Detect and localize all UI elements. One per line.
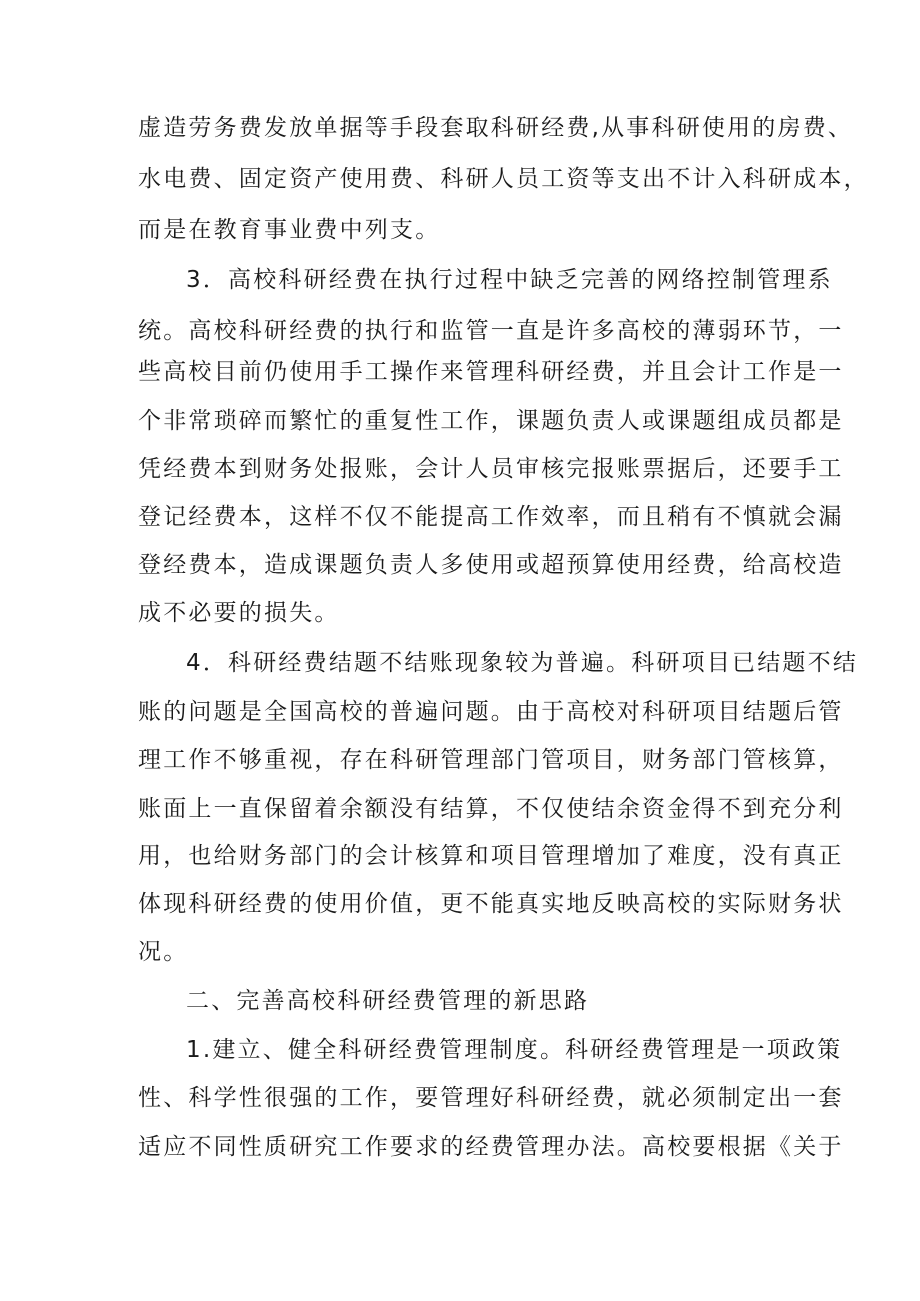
text-line: 账的问题是全国高校的普遍问题。由于高校对科研项目结题后管 [138,699,844,725]
text-line: 性、科学性很强的工作，要管理好科研经费，就必须制定出一套 [138,1085,844,1111]
text-line: 水电费、固定资产使用费、科研人员工资等支出不计入科研成本， [138,166,869,192]
text-line: 账面上一直保留着余额没有结算，不仅使结余资金得不到充分利 [138,796,844,822]
section-heading: 二、完善高校科研经费管理的新思路 [186,988,590,1014]
text-line: 理工作不够重视，存在科研管理部门管项目，财务部门管核算， [138,747,844,773]
text-line: 而是在教育事业费中列支。 [138,217,441,243]
text-line: 登经费本，造成课题负责人多使用或超预算使用经费，给高校造 [138,552,844,578]
text-line: 些高校目前仍使用手工操作来管理科研经费，并且会计工作是一 [138,359,844,385]
text-line: 3．高校科研经费在执行过程中缺乏完善的网络控制管理系 [186,267,833,293]
text-line: 适应不同性质研究工作要求的经费管理办法。高校要根据《关于 [138,1134,844,1160]
text-line: 个非常琐碎而繁忙的重复性工作，课题负责人或课题组成员都是 [138,408,844,434]
text-line: 成不必要的损失。 [138,600,340,626]
text-line: 登记经费本，这样不仅不能提高工作效率，而且稍有不慎就会漏 [138,504,844,530]
text-line: 凭经费本到财务处报账，会计人员审核完报账票据后，还要手工 [138,456,844,482]
text-line: 况。 [138,939,189,965]
text-line: 虚造劳务费发放单据等手段套取科研经费,从事科研使用的房费、 [138,115,854,141]
text-line: 体现科研经费的使用价值，更不能真实地反映高校的实际财务状 [138,891,844,917]
text-line: 统。高校科研经费的执行和监管一直是许多高校的薄弱环节，一 [138,318,844,344]
text-line: 1.建立、健全科研经费管理制度。科研经费管理是一项政策 [186,1037,843,1063]
text-line: 用，也给财务部门的会计核算和项目管理增加了难度，没有真正 [138,843,844,869]
text-line: 4．科研经费结题不结账现象较为普遍。科研项目已结题不结 [186,650,859,676]
